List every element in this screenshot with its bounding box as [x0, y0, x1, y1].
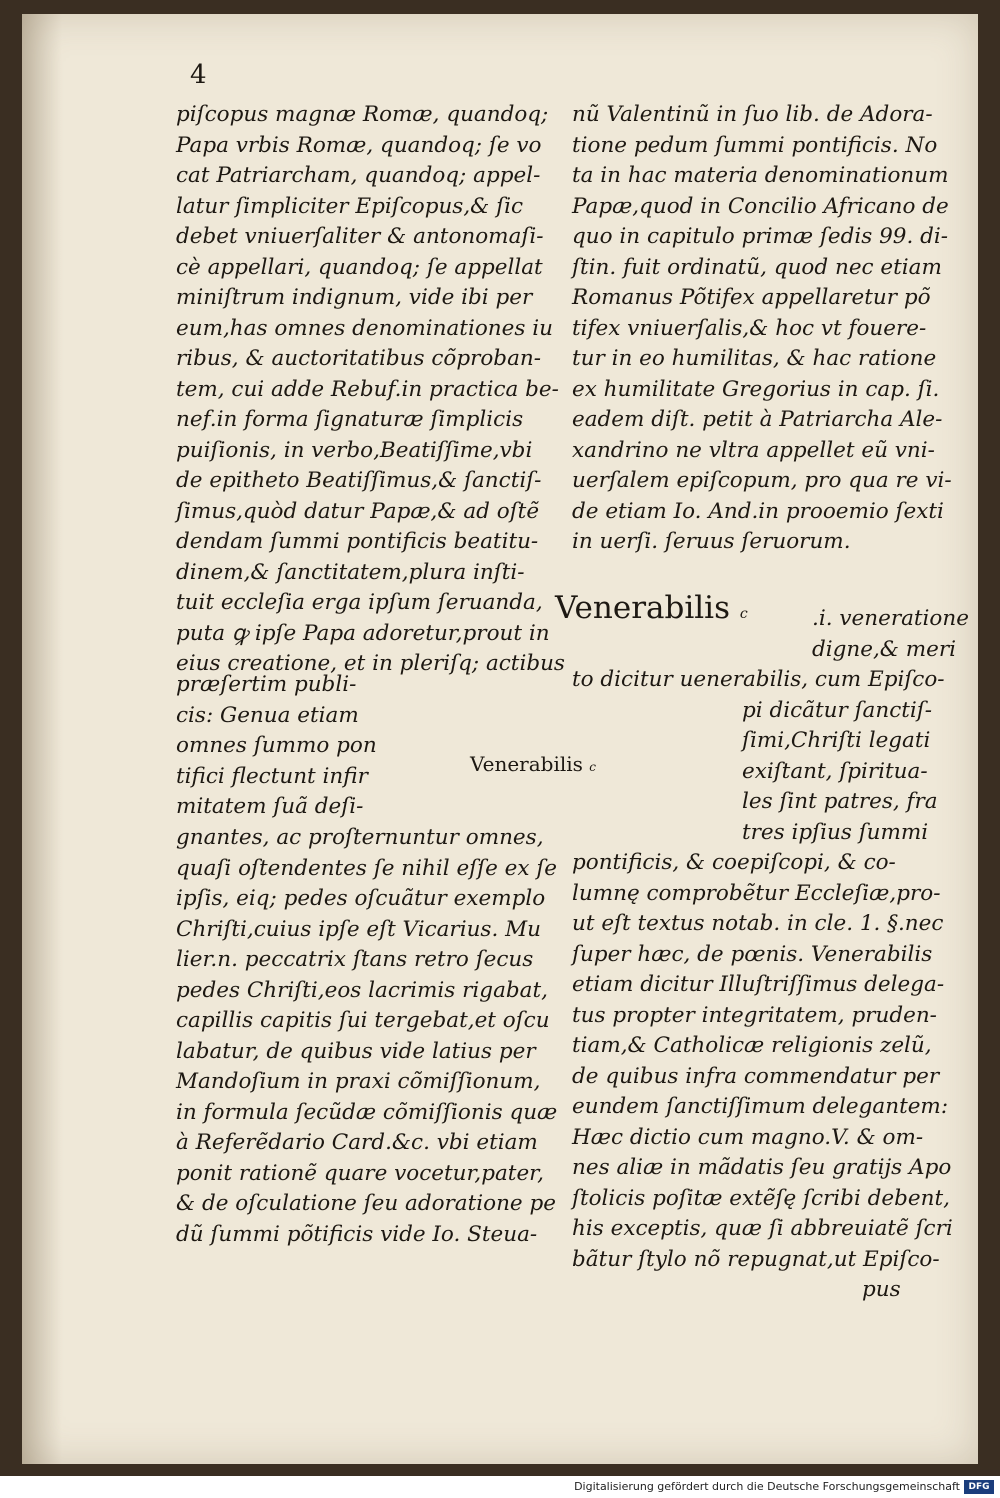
- left-tail-block: [176, 823, 558, 1250]
- text-line: omnes ſummo pon: [176, 733, 377, 758]
- text-line: eius creatione, et in pleriſq; actibus: [176, 651, 565, 676]
- text-line: de quibus infra commendatur per: [572, 1063, 940, 1089]
- text-line: bãtur ſtylo nõ repugnat,ut Epiſco-: [572, 1246, 940, 1272]
- text-line: Chriſti,cuius ipſe eſt Vicarius. Mu: [176, 916, 541, 942]
- text-line: pus: [862, 1277, 901, 1302]
- text-line: latur ſimpliciter Epiſcopus,& ſic: [176, 193, 524, 219]
- text-line: tione pedum ſummi pontificis. No: [572, 132, 938, 158]
- text-line: pi dicãtur ſanctiſ-: [742, 697, 932, 723]
- dfg-logo: DFG: [964, 1480, 994, 1494]
- text-line: ipſis, eiq; pedes oſcuãtur exemplo: [176, 886, 546, 911]
- text-line: quo in capitulo primæ ſedis 99. di-: [572, 224, 949, 249]
- heading-small-suffix: c: [589, 760, 596, 774]
- left-column: [176, 100, 565, 680]
- text-line: Papæ,quod in Concilio Africano de: [572, 193, 949, 219]
- right-column-tail: [572, 848, 952, 1306]
- text-line: ſtin. fuit ordinatũ, quod nec etiam: [572, 254, 942, 280]
- text-line: ponit rationẽ quare vocetur,pater,: [176, 1160, 544, 1186]
- left-narrow-block: [176, 670, 376, 823]
- text-line: xandrino ne vltra appellet eũ vni-: [572, 437, 935, 463]
- text-line: ſimi,Chriſti legati: [742, 728, 931, 753]
- heading-large-text: Venerabilis: [555, 590, 730, 626]
- text-line: ribus, & auctoritatibus cõproban-: [176, 346, 541, 371]
- text-line: eum,has omnes denominationes iu: [176, 315, 553, 341]
- text-line: à Referẽdario Card.&c. vbi etiam: [176, 1130, 538, 1155]
- text-line: in formula ſecũdæ cõmiſſionis quæ: [176, 1099, 558, 1125]
- text-line: eadem diſt. petit à Patriarcha Ale-: [572, 407, 943, 432]
- footer-credit: Digitalisierung gefördert durch die Deutsche Forschungsgemeinschaft: [574, 1480, 960, 1493]
- right-after-heading: [572, 604, 969, 848]
- text-line: .i. veneratione: [812, 606, 969, 631]
- text-line: dendam ſummi pontificis beatitu-: [176, 529, 539, 554]
- text-line: præſertim publi-: [176, 672, 357, 697]
- page-number: 4: [190, 60, 207, 90]
- heading-large-suffix: c: [739, 606, 748, 622]
- text-line: eundem ſanctiſſimum delegantem:: [572, 1094, 949, 1119]
- text-line: de epitheto Beatiſſimus,& ſanctiſ-: [176, 468, 542, 493]
- text-line: to dicitur uenerabilis, cum Epiſco-: [572, 667, 945, 692]
- text-line: ſuper hæc, de pœnis. Venerabilis: [572, 941, 933, 967]
- text-line: tem, cui adde Rebuf.in practica be-: [176, 376, 559, 402]
- text-line: capillis capitis ſui tergebat,et oſcu: [176, 1008, 550, 1033]
- text-line: tres ipſius ſummi: [742, 819, 929, 845]
- text-line: ſimus,quòd datur Papæ,& ad oſtẽ: [176, 498, 540, 524]
- text-line: miniſtrum indignum, vide ibi per: [176, 285, 533, 310]
- text-line: Hæc dictio cum magno.V. & om-: [572, 1124, 924, 1150]
- text-line: les ſint patres, fra: [742, 789, 938, 814]
- text-line: de etiam Io. And.in prooemio ſexti: [572, 498, 944, 524]
- text-line: labatur, de quibus vide latius per: [176, 1038, 536, 1064]
- text-line: digne,& meri: [812, 636, 957, 662]
- text-line: tifici flectunt infir: [176, 763, 368, 789]
- text-line: mitatem ſuã deſi-: [176, 794, 364, 819]
- text-line: tur in eo humilitas, & hac ratione: [572, 346, 937, 371]
- text-line: pedes Chriſti,eos lacrimis rigabat,: [176, 977, 548, 1003]
- text-line: ta in hac materia denominationum: [572, 163, 949, 188]
- text-line: Mandoſium in praxi cõmiſſionum,: [176, 1069, 541, 1094]
- text-line: nef.in forma ſignaturæ ſimplicis: [176, 407, 524, 432]
- text-line: ut eſt textus notab. in cle. 1. §.nec: [572, 911, 944, 936]
- text-line: cat Patriarcham, quandoq; appel-: [176, 163, 541, 188]
- text-line: exiſtant, ſpiritua-: [742, 758, 928, 784]
- footer-bar: [0, 1476, 1000, 1498]
- text-line: pontificis, & coepiſcopi, & co-: [572, 850, 896, 875]
- text-line: puta ꝙ ipſe Papa adoretur,prout in: [176, 620, 550, 646]
- text-line: cè appellari, quandoq; ſe appellat: [176, 254, 543, 280]
- text-line: tifex vniuerſalis,& hoc vt fouere-: [572, 315, 927, 341]
- text-line: ſtolicis poſitæ extẽſę ſcribi debent,: [572, 1185, 950, 1211]
- text-line: tuit eccleſia erga ipſum ſeruanda,: [176, 590, 543, 615]
- text-line: & de oſculatione ſeu adoratione pe: [176, 1191, 556, 1216]
- text-line: nũ Valentinũ in ſuo lib. de Adora-: [572, 102, 933, 127]
- text-line: uerſalem epiſcopum, pro qua re vi-: [572, 468, 952, 493]
- text-line: in uerſi. ſeruus ſeruorum.: [572, 529, 851, 554]
- text-line: puiſionis, in verbo,Beatiſſime,vbi: [176, 437, 533, 463]
- text-line: Papa vrbis Romæ, quandoq; ſe vo: [176, 132, 542, 158]
- text-line: piſcopus magnæ Romæ, quandoq;: [176, 102, 549, 127]
- text-line: tiam,& Catholicæ religionis zelũ,: [572, 1033, 932, 1058]
- text-line: tus propter integritatem, pruden-: [572, 1002, 937, 1028]
- text-line: his exceptis, quæ ſi abbreuiatẽ ſcri: [572, 1216, 953, 1241]
- text-line: dinem,& ſanctitatem,plura inſti-: [176, 559, 525, 585]
- text-line: lier.n. peccatrix ſtans retro ſecus: [176, 947, 534, 972]
- text-line: cis: Genua etiam: [176, 702, 359, 728]
- right-column-top: [572, 100, 952, 558]
- text-line: nes aliæ in mãdatis ſeu gratijs Apo: [572, 1155, 952, 1180]
- heading-small-text: Venerabilis: [470, 752, 583, 776]
- gutter-shadow: [22, 14, 62, 1464]
- text-line: Romanus Põtifex appellaretur põ: [572, 285, 931, 310]
- text-line: etiam dicitur Illuſtriſſimus delega-: [572, 972, 945, 997]
- text-line: debet vniuerſaliter & antonomaſi-: [176, 224, 544, 249]
- text-line: gnantes, ac proſternuntur omnes,: [176, 825, 544, 850]
- text-line: ex humilitate Gregorius in cap. ſi.: [572, 376, 940, 402]
- text-line: lumnę comprobẽtur Eccleſiæ,pro-: [572, 880, 941, 906]
- text-line: quaſi oſtendentes ſe nihil eſſe ex ſe: [176, 855, 558, 881]
- text-line: dũ ſummi põtificis vide Io. Steua-: [176, 1221, 538, 1247]
